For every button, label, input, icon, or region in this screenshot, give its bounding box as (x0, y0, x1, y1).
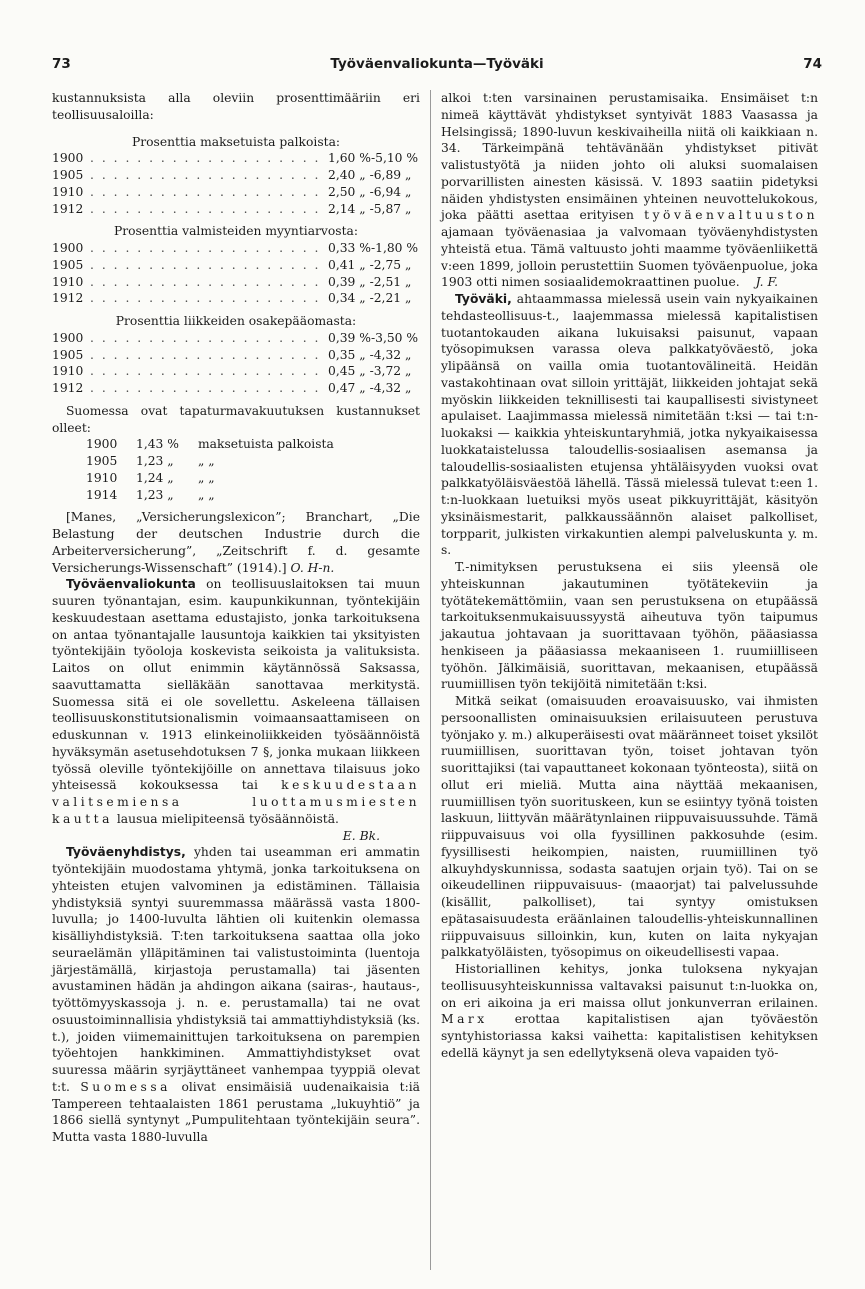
year-cell: 1900 (86, 437, 118, 452)
entry-tyovaenyhdistys (52, 844, 420, 1146)
table3-heading: Prosenttia liikkeiden osakepääomasta: (115, 314, 357, 328)
paragraph-text: erottaa kapitalistisen ajan työväestön syntyhistoriassa kaksi vaihetta: kapitalistisen kehityksen edellä käynyt ja sen edellytyksenä oleva vapaiden työ- (441, 1012, 818, 1060)
paragraph-text: ajamaan työväenasiaa ja valvomaan työväenyhdistysten yhteistä etua. Tämä valtuusto johti maamme työväenliikettä v:een 1899, jolloin perustettiin Suomen työväenpuolue, joka 1903 otti nimen sosiaalidemokraattinen puolue. (441, 225, 818, 290)
paragraph (441, 961, 818, 1062)
percent-cell: 1,23 „ (136, 454, 174, 468)
year-cell: 1914 (86, 487, 118, 502)
author-signature: O. H-n. (290, 560, 335, 575)
percent-cell: 1,43 % (136, 437, 179, 452)
value-cell: 0,41 „ -2,75 „ (328, 257, 412, 272)
value-cell: 0,39 „ -2,51 „ (328, 274, 412, 289)
spaced-emphasis: Marx (441, 1012, 488, 1027)
year-cell: 1905 (52, 168, 84, 182)
table-row (52, 453, 420, 470)
table-row (52, 470, 420, 487)
percent-cell: 1,24 „ (136, 470, 174, 485)
value-cell: 1,60 %-5,10 % (328, 151, 419, 166)
entry-text: lausua mielipiteensä työsäännöistä. (116, 811, 339, 826)
spaced-emphasis: työväenvaltuuston (644, 208, 818, 223)
year-cell: 1910 (52, 184, 84, 199)
entry-term: Työväenvaliokunta (66, 577, 196, 592)
continued-paragraph (441, 90, 818, 291)
value-cell: 0,34 „ -2,21 „ (328, 291, 412, 306)
text-cell: maksetuista palkoista (198, 437, 334, 452)
column-divider (430, 90, 431, 1270)
year-cell: 1905 (52, 257, 84, 272)
author-signature: J. F. (755, 275, 778, 290)
table-row (52, 201, 420, 218)
table-row (52, 380, 420, 397)
table2 (52, 240, 420, 307)
year-cell: 1900 (52, 241, 84, 255)
year-cell: 1905 (86, 454, 118, 468)
entry-term: Työväki, (455, 292, 512, 306)
table-row (52, 240, 420, 257)
table-row (52, 330, 420, 347)
year-cell: 1910 (52, 364, 84, 379)
accident-intro: Suomessa ovat tapaturmavakuutuksen kustannukset olleet: (52, 403, 420, 435)
table1 (52, 150, 420, 217)
year-cell: 1905 (52, 347, 84, 362)
table-row (52, 167, 420, 184)
table-row (52, 347, 420, 364)
paragraph: Mitkä seikat (omaisuuden eroavaisuusko, vai ihmisten persoonallisten ominaisuuksien erilaisuuteen perustuva työnjako y. m.) alkuperäisesti ovat määränneet toiset yksilöt ruumiillisen, suorittavan työn, toiset johtavan työn suorittajiksi (tai vapauttaneet kokonaan työnteosta), siitä on ollut eri mieliä. Mutta aina näyttää mekaanisen, ruumiillisen työn suorituskeen, kun se esiintyy työnä toisten laskuun, liittyvän määrätynlainen riippuvaisuussuhde. Tämä riippuvaisuus voi olla fyysillinen pakkosuhde (esim. fyysillisesti heikompien, naisten, ruumiillinen työ alkuyhdyskunnissa, sodasta saatujen orjain työ). Tai on se oikeudellinen riippuvaisuus- (maaorjat) tai palvelussuhde (kisällit, palkolliset), tai syntyy omistuksen epätasaisuudesta eräänlainen taloudellis-yhteiskunnallinen riippuvaisuus silloinkin, kun, kuten on laita nykyajan palkkatyöläisten, työsopimus on oikeudellisesti vapaa. (441, 694, 818, 960)
entry-term: Työväenyhdistys, (66, 845, 186, 860)
table-row (52, 257, 420, 274)
table3 (52, 330, 420, 397)
running-title: Työväenvaliokunta—Työväki (330, 56, 544, 72)
table-row (52, 274, 420, 291)
intro-paragraph: kustannuksista alla oleviin prosenttimääriin eri teollisuusaloilla: (52, 91, 420, 122)
author-signature: E. Bk. (342, 828, 380, 843)
value-cell: 0,35 „ -4,32 „ (328, 347, 412, 362)
entry-text: ahtaammassa mielessä usein vain nykyaikainen tehdasteollisuus-t., laajemmassa mielessä kapitalistisen tuotantokauden aikana lukuisaksi paisunut, vapaan työsopimuksen varassa oleva palkkatyöväestö, joka ylipäänsä on vailla omia tuotantovälineitä. Heidän vastakohtinaan ovat silloin yrittäjät, liikkeiden johtajat sekä myöskin liikkeiden teknillisesti tai kaupallisesti sivistyneet apulaiset. Laajimmassa mielessä nimitetään t:ksi — tai t:n-luokaksi — kaikkia yhteiskuntaryhmiä, jotka nykyaikaisessa luokkataistelussa taloudellis-sosiaalisen asemansa ja taloudellis-sosiaalisten etujensa yhtäläisyyden vuoksi ovat palkkatyöläisväestöä lähellä. Tässä mielessä tulevat t:een 1. t:n-luokkaan luetuiksi myös useat pikkuyrittäjät, käsityön yksinäismestarit, palkkaussäännön alaiset palkolliset, torpparit, julkisten virkakuntien alempi palveluskunta y. m. s. (441, 292, 818, 558)
table1-heading: Prosenttia maksetuista palkoista: (131, 134, 341, 149)
value-cell: 0,47 „ -4,32 „ (328, 381, 412, 395)
year-cell: 1900 (52, 151, 84, 166)
table-row (52, 290, 420, 307)
value-cell: 2,14 „ -5,87 „ (328, 201, 412, 216)
percent-cell: 1,23 „ (136, 487, 174, 502)
year-cell: 1900 (52, 330, 84, 345)
entry-text: olivat ensimäisiä uudenaikaisia t:iä Tampereen tehtaalaisten 1861 perustama „lukuyhtiö” ja 1866 siellä syntynyt „Pumpulitehtaan työntekijäin seura”. Mutta vasta 1880-luvulla (52, 1079, 420, 1144)
value-cell: 0,45 „ -3,72 „ (328, 364, 412, 379)
references-text: [Manes, „Versicherungslexicon”; Branchart, „Die Belastung der deutschen Industrie durch die Arbeiterversicherung”, „Zeitschrift f. d. gesamte Versicherungs-Wissenschaft” (1914).] (52, 510, 420, 575)
year-cell: 1912 (52, 381, 84, 395)
paragraph: T.-nimityksen perustuksena ei siis yleensä ole yhteiskunnan jakautuminen työtätekeviin ja työtätekemättömiin, vaan sen perustuksena on etupäässä tarkoituksenmukaisuussyystä aiheutuva työn taipumus jakautua johtavaan ja suorittavaan työhön, pääasiassa henkiseen ja pääasiassa mekaaniseen 1. ruumiilliseen työhön. Jälkimäisiä, suorittavan, mekaanisen, etupäässä ruumiillisen työn tekijöitä nimitetään t:ksi. (441, 560, 818, 692)
year-cell: 1912 (52, 201, 84, 216)
left-column (52, 90, 420, 1146)
table-row (52, 436, 420, 453)
page-number-left: 73 (52, 56, 71, 72)
entry-text: yhden tai useamman eri ammatin työntekijäin muodostama yhtymä, jonka tarkoituksena on yhteisten etujen valvominen ja edistäminen. Tällaisia yhdistyksiä syntyi suuremmassa määrässä vasta 1800-luvulla; jo 1400-luvulta lähtien oli kuitenkin olemassa kisälliyhdistyksiä. T:ten tarkoituksena saattaa olla joko seuraelämän ylläpitäminen tai valistustoiminta (luentoja järjestämällä, kirjastoja perustamalla) tai jäsenten avustaminen hädän ja ahdingon aikana (sairas-, hautaus-, työttömyyskassoja j. n. e. perustamalla) tai ne ovat osuustoiminnallisia yhdistyksiä tai ammattiyhdistyksiä (ks. t.), joiden viimemainittujen tarkoituksena on parempien työehtojen hankkiminen. Ammattiyhdistykset ovat suuressa määrin syrjäyttäneet vanhempaa tyyppiä olevat t:t. (52, 845, 420, 1094)
value-cell: 2,50 „ -6,94 „ (328, 184, 412, 199)
table-row (52, 150, 420, 167)
paragraph-text: alkoi t:ten varsinainen perustamisaika. Ensimäiset t:n nimeä käyttävät yhdistykset syntyivät 1883 Vaasassa ja Helsingissä; 1890-luvun keskivaiheilla niitä oli kaikkiaan n. 34. Tärkeimpänä tehtävänään yhdistykset pitivät valistustyötä ja niiden johto oli aluksi suomalaisen porvarillisten ainesten käsissä. V. 1893 saatiin pidetyksi näiden yhdistysten ensimäinen yhteinen neuvottelukokous, joka päätti asettaa erityisen (441, 91, 818, 223)
year-cell: 1912 (52, 291, 84, 306)
page-number-right: 74 (803, 56, 822, 72)
value-cell: 2,40 „ -6,89 „ (328, 168, 412, 182)
entry-tyovaki (441, 291, 818, 559)
references (52, 509, 420, 576)
value-cell: 0,39 %-3,50 % (328, 330, 419, 345)
table-row (52, 487, 420, 504)
page-header (52, 56, 822, 76)
table-row (52, 184, 420, 201)
spaced-emphasis: keskuudestaan valitsemiensa luottamusmiesten kautta (52, 778, 420, 826)
year-cell: 1910 (52, 274, 84, 289)
right-column (441, 90, 818, 1062)
spaced-emphasis: Suomessa (80, 1079, 172, 1094)
text-cell: „ „ (198, 470, 215, 485)
text-cell: „ „ (198, 487, 215, 502)
year-cell: 1910 (86, 470, 118, 485)
table2-heading: Prosenttia valmisteiden myyntiarvosta: (114, 224, 358, 239)
accident-table (52, 436, 420, 503)
entry-tyovaenvaliokunta (52, 576, 420, 827)
paragraph-text: Historiallinen kehitys, jonka tuloksena nykyajan teollisuusyhteiskunnissa valtavaksi paisunut t:n-luokka on, on eri aikoina ja eri maissa ollut jonkunverran erilainen. (441, 962, 818, 1010)
entry-text: on teollisuuslaitoksen tai muun suuren työnantajan, esim. kaupunkikunnan, työntekijäin keskuudestaan asettama edustajisto, jonka tarkoituksena on antaa työnantajalle lausuntoja kaikkien tai yksityisten työntekijäin työoloja koskevista seikoista ja valituksista. Laitos on ollut enimmin käytännössä Saksassa, saavuttamatta sielläkään sanottavaa merkitystä. Suomessa sitä ei ole sovellettu. Askeleena tällaisen teollisuuskonstitutsionalismin voimaansaattamiseen on eduskunnan v. 1913 elinkeinoliikkeiden työsäännöistä hyväksymän asetusehdotuksen 7 §, jonka mukaan liikkeen työssä oleville työntekijöille on annettava tilaisuus joko yhteisessä kokouksessa tai (52, 577, 420, 793)
text-cell: „ „ (198, 454, 215, 468)
value-cell: 0,33 %-1,80 % (328, 241, 419, 255)
table-row (52, 363, 420, 380)
